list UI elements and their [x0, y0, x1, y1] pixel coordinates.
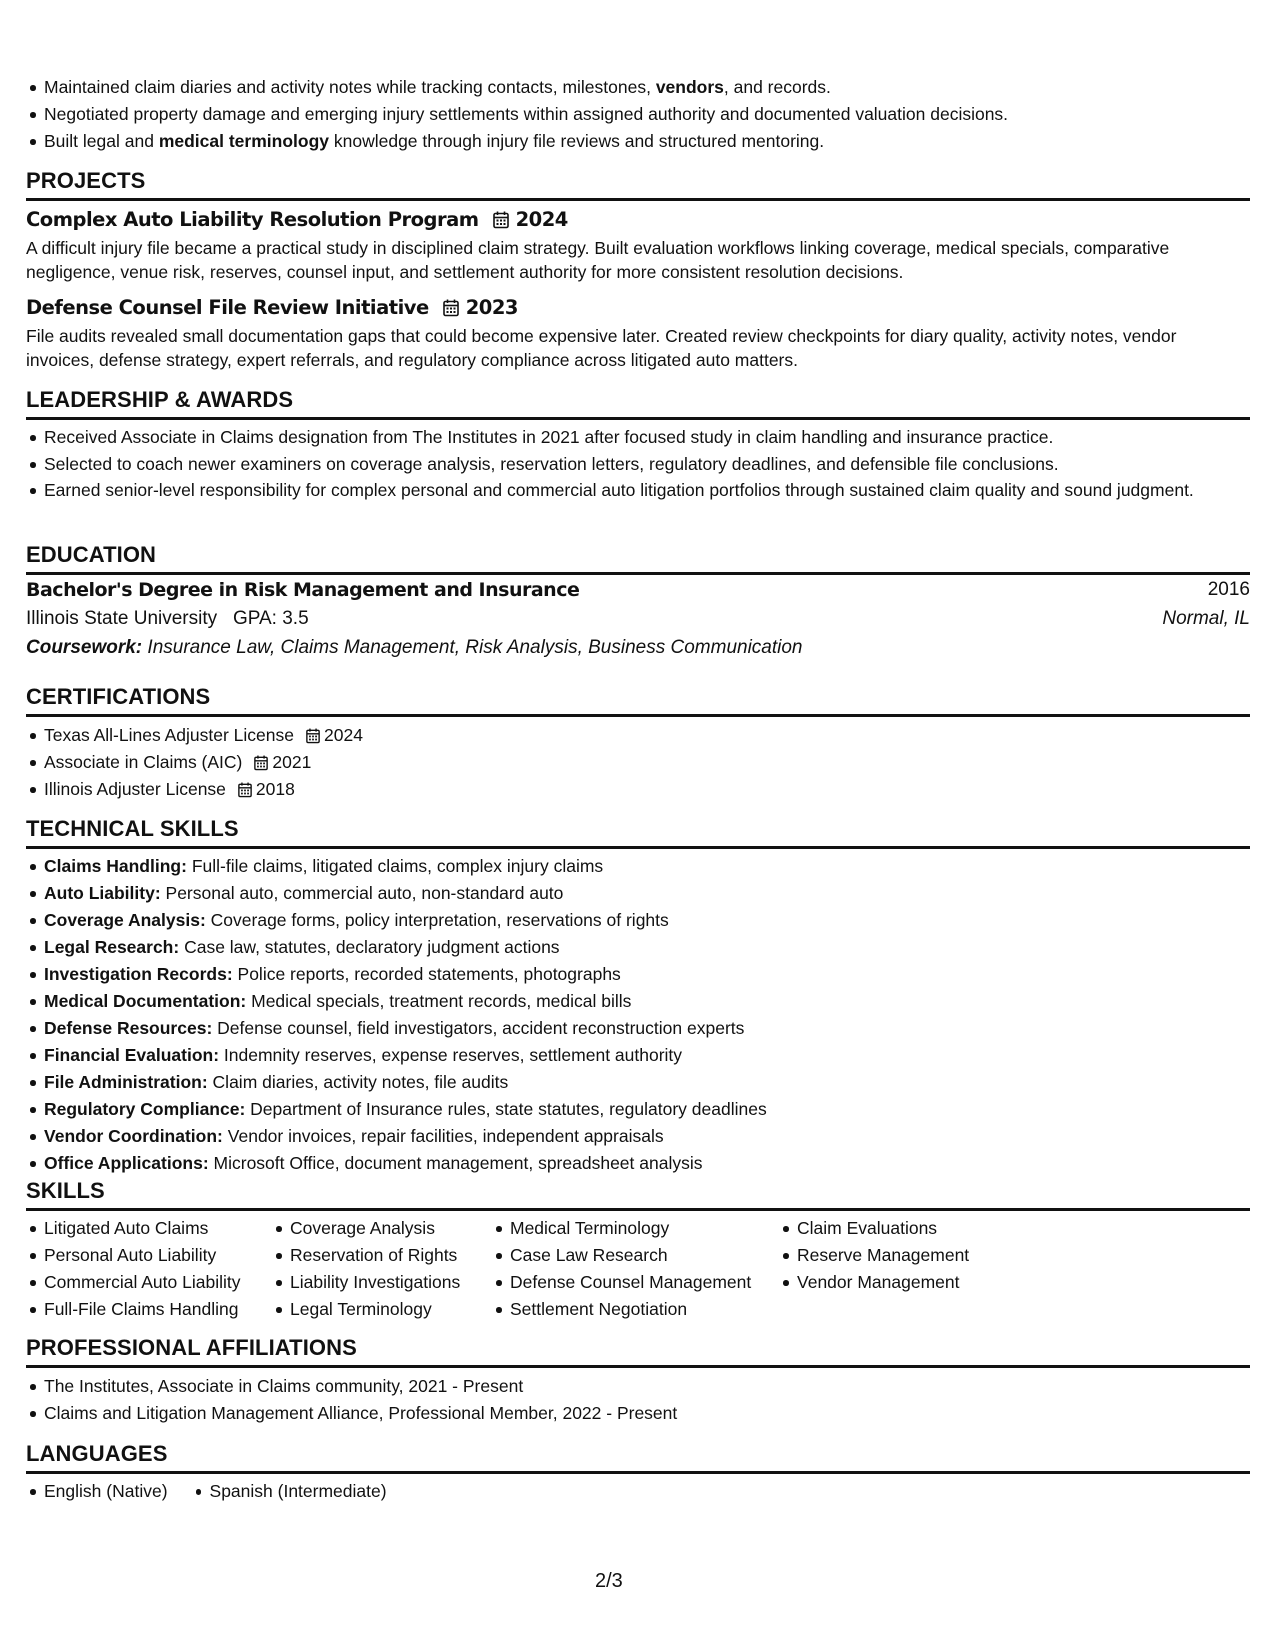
education-degree-row — [26, 579, 1250, 601]
list-item: Coverage Analysis: Coverage forms, policy interpretation, reservations of rights — [26, 907, 1250, 934]
project-title: Defense Counsel File Review Initiative 2023 — [26, 296, 518, 319]
section-heading-leadership: LEADERSHIP & AWARDS — [26, 386, 1250, 420]
list-item: Liability Investigations — [272, 1269, 492, 1296]
section-heading-skills: SKILLS — [26, 1177, 1250, 1211]
list-item: Associate in Claims (AIC) 2021 — [26, 749, 1250, 776]
list-item: Coverage Analysis — [272, 1215, 492, 1242]
skills-column — [272, 1215, 492, 1323]
experience-continued — [26, 74, 1250, 155]
list-item: Claim Evaluations — [779, 1215, 999, 1242]
coursework-list: Insurance Law, Claims Management, Risk Analysis, Business Communication — [147, 637, 803, 658]
section-heading-education: EDUCATION — [26, 541, 1250, 575]
list-item: Legal Terminology — [272, 1296, 492, 1323]
skills-column — [492, 1215, 779, 1323]
list-item: Full-File Claims Handling — [26, 1296, 272, 1323]
leadership-list — [26, 424, 1210, 504]
list-item: Reserve Management — [779, 1242, 999, 1269]
list-item: Personal Auto Liability — [26, 1242, 272, 1269]
coursework-label: Coursework: — [26, 637, 143, 658]
calendar-icon — [306, 728, 320, 744]
project-description: A difficult injury file became a practical study in disciplined claim strategy. Built evaluation workflows linking coverage, medical specials, comparative negligence, venue risk, reserves, counsel input, and settlement authority for more consistent resolution decisions. — [26, 238, 1170, 282]
list-item: Commercial Auto Liability — [26, 1269, 272, 1296]
skills-column — [779, 1215, 999, 1323]
section-heading-certifications: CERTIFICATIONS — [26, 683, 1250, 717]
list-item: English (Native) — [26, 1478, 168, 1505]
list-item: Claims and Litigation Management Alliance, Professional Member, 2022 - Present — [26, 1400, 1250, 1427]
graduation-year: 2016 — [1207, 579, 1250, 600]
skills-column — [26, 1215, 272, 1323]
resume-page — [26, 0, 1250, 1650]
list-item: Negotiated property damage and emerging injury settlements within assigned authority and documented valuation decisions. — [26, 101, 1250, 128]
coursework — [26, 637, 803, 659]
list-item: Office Applications: Microsoft Office, document management, spreadsheet analysis — [26, 1150, 1250, 1177]
languages-list — [26, 1478, 387, 1505]
list-item: Maintained claim diaries and activity notes while tracking contacts, milestones, vendors, and records. — [26, 74, 1250, 101]
list-item: Medical Terminology — [492, 1215, 779, 1242]
list-item: Built legal and medical terminology knowledge through injury file reviews and structured mentoring. — [26, 128, 1250, 155]
list-item: File Administration: Claim diaries, activity notes, file audits — [26, 1069, 1250, 1096]
list-item: Spanish (Intermediate) — [192, 1478, 387, 1505]
list-item: Defense Resources: Defense counsel, field investigators, accident reconstruction experts — [26, 1015, 1250, 1042]
degree-title: Bachelor's Degree in Risk Management and Insurance — [26, 579, 580, 601]
education-school-row — [26, 608, 1250, 630]
list-item: Case Law Research — [492, 1242, 779, 1269]
list-item: Selected to coach newer examiners on coverage analysis, reservation letters, regulatory deadlines, and defensible file conclusions. — [26, 451, 1210, 478]
section-heading-languages: LANGUAGES — [26, 1440, 1250, 1474]
list-item: Vendor Management — [779, 1269, 999, 1296]
list-item: Litigated Auto Claims — [26, 1215, 272, 1242]
list-item: Received Associate in Claims designation from The Institutes in 2021 after focused study in claim handling and insurance practice. — [26, 424, 1210, 451]
section-heading-technical-skills: TECHNICAL SKILLS — [26, 815, 1250, 849]
certifications-list — [26, 722, 1250, 803]
list-item: The Institutes, Associate in Claims community, 2021 - Present — [26, 1373, 1250, 1400]
list-item: Claims Handling: Full-file claims, litigated claims, complex injury claims — [26, 853, 1250, 880]
school-name: Illinois State University — [26, 608, 218, 629]
list-item: Investigation Records: Police reports, recorded statements, photographs — [26, 961, 1250, 988]
list-item: Medical Documentation: Medical specials, treatment records, medical bills — [26, 988, 1250, 1015]
list-item: Earned senior-level responsibility for complex personal and commercial auto litigation portfolios through sustained claim quality and sound judgment. — [26, 478, 1210, 504]
list-item: Legal Research: Case law, statutes, declaratory judgment actions — [26, 934, 1250, 961]
list-item: Reservation of Rights — [272, 1242, 492, 1269]
project-description: File audits revealed small documentation gaps that could become expensive later. Created review checkpoints for diary quality, activity notes, vendor invoices, defense strategy, expert referrals, and regulatory compliance across litigated auto matters. — [26, 326, 1177, 370]
section-heading-affiliations: PROFESSIONAL AFFILIATIONS — [26, 1334, 1250, 1368]
list-item: Regulatory Compliance: Department of Insurance rules, state statutes, regulatory deadlines — [26, 1096, 1250, 1123]
list-item: Financial Evaluation: Indemnity reserves, expense reserves, settlement authority — [26, 1042, 1250, 1069]
gpa: GPA: 3.5 — [232, 608, 309, 629]
skills-grid — [26, 1215, 999, 1323]
affiliations-list — [26, 1373, 1250, 1427]
list-item: Vendor Coordination: Vendor invoices, repair facilities, independent appraisals — [26, 1123, 1250, 1150]
list-item: Defense Counsel Management — [492, 1269, 779, 1296]
calendar-icon — [254, 755, 268, 771]
project-title: Complex Auto Liability Resolution Program 2024 — [26, 208, 568, 231]
calendar-icon — [493, 211, 509, 229]
technical-skills-list — [26, 853, 1250, 1177]
list-item: Settlement Negotiation — [492, 1296, 779, 1323]
page-number: 2/3 — [595, 1570, 623, 1592]
calendar-icon — [443, 299, 459, 317]
list-item: Texas All-Lines Adjuster License 2024 — [26, 722, 1250, 749]
list-item: Auto Liability: Personal auto, commercial auto, non-standard auto — [26, 880, 1250, 907]
calendar-icon — [238, 782, 252, 798]
section-heading-projects: PROJECTS — [26, 167, 1250, 201]
list-item: Illinois Adjuster License 2018 — [26, 776, 1250, 803]
school-location: Normal, IL — [1162, 608, 1250, 629]
